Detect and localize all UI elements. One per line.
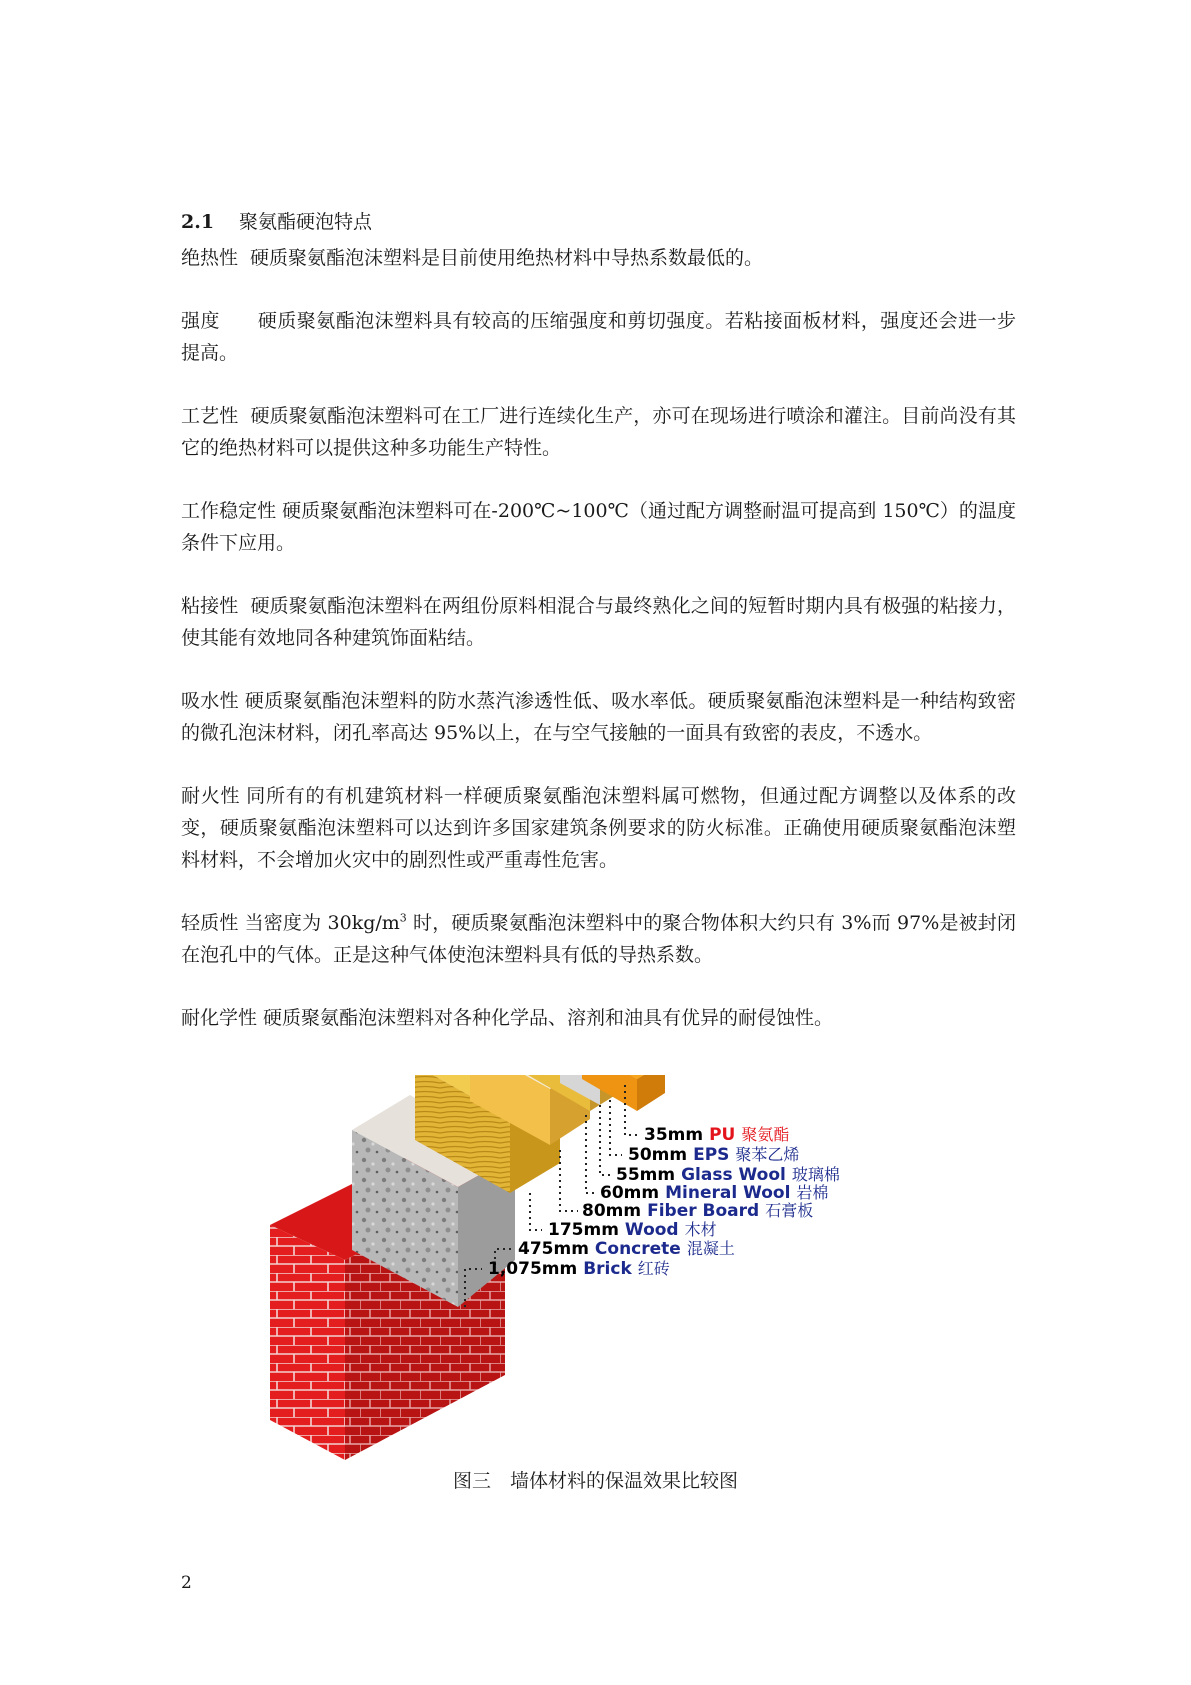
paragraph-term: 轻质性 [181, 912, 239, 934]
paragraph-text: 同所有的有机建筑材料一样硬质聚氨酯泡沫塑料属可燃物，但通过配方调整以及体系的改变，硬质聚氨酯泡沫塑料可以达到许多国家建筑条例要求的防火标准。正确使用硬质聚氨酯泡沫塑料材料，不会增加火灾中的剧烈性或严重毒性危害。 [181, 785, 1016, 871]
paragraph-text: 硬质聚氨酯泡沫塑料是目前使用绝热材料中导热系数最低的。 [250, 247, 764, 269]
paragraph-term: 工作稳定性 [181, 500, 277, 522]
paragraph-text: 硬质聚氨酯泡沫塑料可在-200℃~100℃（通过配方调整耐温可提高到 150℃）的温度条件下应用。 [181, 500, 1016, 554]
label-fiber-board: 80mm Fiber Board 石膏板 [582, 1201, 814, 1221]
label-brick: 1,075mm Brick 红砖 [488, 1259, 670, 1279]
paragraph-fire-resistance [181, 780, 1016, 876]
figure-caption: 图三 墙体材料的保温效果比较图 [452, 1470, 738, 1492]
paragraph-term: 耐化学性 [181, 1007, 258, 1029]
section-number: 2.1 [181, 211, 215, 233]
paragraph-chemical-resistance [181, 1002, 1016, 1034]
paragraph-text: 硬质聚氨酯泡沫塑料具有较高的压缩强度和剪切强度。若粘接面板材料，强度还会进一步提高。 [181, 310, 1016, 364]
wall-layers-illustration [260, 1075, 940, 1465]
label-wood: 175mm Wood 木材 [548, 1220, 717, 1240]
label-glass-wool: 55mm Glass Wool 玻璃棉 [616, 1165, 840, 1185]
paragraph-text: 硬质聚氨酯泡沫塑料的防水蒸汽渗透性低、吸水率低。硬质聚氨酯泡沫塑料是一种结构致密的微孔泡沫材料，闭孔率高达 95%以上，在与空气接触的一面具有致密的表皮，不透水。 [181, 690, 1016, 744]
main-content [181, 208, 1016, 1065]
paragraph-water-absorption [181, 685, 1016, 749]
paragraph-strength [181, 305, 1016, 369]
paragraph-term: 耐火性 [181, 785, 241, 807]
paragraph-text: 硬质聚氨酯泡沫塑料对各种化学品、溶剂和油具有优异的耐侵蚀性。 [263, 1007, 834, 1029]
paragraph-term: 吸水性 [181, 690, 239, 712]
superscript: 3 [399, 911, 407, 925]
paragraph-term: 绝热性 [181, 247, 239, 269]
label-mineral-wool: 60mm Mineral Wool 岩棉 [600, 1183, 829, 1203]
page-number: 2 [181, 1573, 192, 1593]
paragraph-text: 硬质聚氨酯泡沫塑料可在工厂进行连续化生产，亦可在现场进行喷涂和灌注。目前尚没有其它的绝热材料可以提供这种多功能生产特性。 [181, 405, 1016, 459]
paragraph-adhesion [181, 590, 1016, 654]
label-eps: 50mm EPS 聚苯乙烯 [628, 1145, 800, 1165]
paragraph-text: 时，硬质聚氨酯泡沫塑料中的聚合物体积大约只有 3%而 97%是被封闭在泡孔中的气体。正是这种气体使泡沫塑料具有低的导热系数。 [181, 912, 1016, 966]
paragraph-lightweight [181, 907, 1016, 971]
section-title: 聚氨酯硬泡特点 [239, 211, 373, 233]
paragraph-text: 硬质聚氨酯泡沫塑料在两组份原料相混合与最终熟化之间的短暂时期内具有极强的粘接力，使其能有效地同各种建筑饰面粘结。 [181, 595, 1016, 649]
paragraph-term: 工艺性 [181, 405, 239, 427]
section-heading [181, 208, 1016, 236]
wall-materials-figure [260, 1075, 940, 1465]
paragraph-processability [181, 400, 1016, 464]
label-concrete: 475mm Concrete 混凝土 [518, 1239, 735, 1259]
paragraph-text: 当密度为 30kg/m [244, 912, 400, 934]
paragraph-term: 强度 [181, 310, 220, 332]
paragraph-working-stability [181, 495, 1016, 559]
label-pu: 35mm PU 聚氨酯 [644, 1125, 790, 1145]
paragraph-thermal-insulation [181, 242, 1016, 274]
paragraph-term: 粘接性 [181, 595, 239, 617]
